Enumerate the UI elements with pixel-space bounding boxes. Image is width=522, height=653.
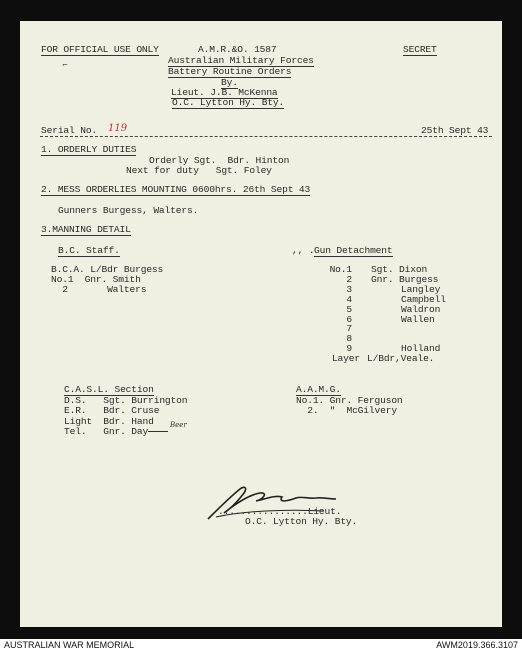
serial-date: 25th Sept 43 <box>421 125 489 136</box>
handwritten-correction: Beer <box>170 421 187 429</box>
by-label: By. <box>221 77 238 88</box>
manning-detail-heading: 3.MANNING DETAIL <box>41 224 131 235</box>
bc-staff-row: B.C.A. L/Bdr Burgess <box>51 264 164 275</box>
document-page <box>20 21 502 627</box>
pencil-mark: ⌐ <box>62 61 68 69</box>
next-for-duty-line: Next for duty Sgt. Foley <box>126 165 272 176</box>
gun-number: 8 <box>346 333 352 345</box>
forces-title: Australian Military Forces <box>168 55 314 66</box>
gun-name: Gnr. Burgess <box>371 273 439 285</box>
archive-footer <box>0 639 522 653</box>
casl-row: Light Bdr. Hand <box>64 416 154 427</box>
archive-name: AUSTRALIAN WAR MEMORIAL <box>4 640 135 650</box>
gun-detachment-heading: Gun Detachment <box>314 245 393 256</box>
casl-heading: C.A.S.L. Section <box>64 384 154 395</box>
bc-staff-row: 2 Walters <box>51 284 147 295</box>
officer-name: Lieut. J.B. McKenna <box>171 87 278 98</box>
gun-number: 9 <box>346 343 352 355</box>
aamg-heading: A.A.M.G. <box>296 384 341 395</box>
gun-name: L/Bdr,Veale. <box>367 353 435 365</box>
amro-reference: A.M.R.&O. 1587 <box>198 44 277 55</box>
gun-number: 7 <box>346 323 352 335</box>
serial-number: 119 <box>108 123 128 134</box>
gun-name: Sgt. Dixon <box>371 264 428 275</box>
gun-number: 4 <box>346 293 352 305</box>
gun-number: No.1 <box>329 264 352 275</box>
bc-staff-row: No.1 Gnr. Smith <box>51 274 141 285</box>
gun-number: 3 <box>346 283 352 295</box>
strikethrough-mark <box>148 431 168 432</box>
casl-row: Tel. Gnr. Day <box>64 426 149 437</box>
orderly-duties-heading: 1. ORDERLY DUTIES <box>41 144 137 155</box>
gun-number: 2 <box>346 273 352 285</box>
gun-number: 5 <box>346 303 352 315</box>
ink-smudge-mark: ,, . <box>292 245 315 256</box>
mess-orderlies-line: Gunners Burgess, Walters. <box>58 205 199 216</box>
bc-staff-heading: B.C. Staff. <box>58 245 120 256</box>
command-title: O.C. Lytton Hy. Bty. <box>172 97 285 108</box>
mess-orderlies-heading: 2. MESS ORDERLIES MOUNTING 0600hrs. 26th Sept 43 <box>41 184 311 195</box>
gun-number: 6 <box>346 313 352 325</box>
secret-label: SECRET <box>403 44 437 55</box>
orderly-sgt-line: Orderly Sgt. Bdr. Hinton <box>149 155 290 166</box>
gun-name: Holland <box>401 343 441 355</box>
gun-name: Waldron <box>401 303 441 315</box>
gun-name: Wallen <box>401 313 435 325</box>
aamg-row: 2. " McGilvery <box>296 405 397 416</box>
gun-name: Campbell <box>401 293 446 305</box>
signature-line: ................Lieut. <box>218 506 342 517</box>
aamg-row: No.1. Gnr. Ferguson <box>296 395 403 406</box>
casl-row: D.S. Sgt. Burrington <box>64 395 188 406</box>
gun-name: Langley <box>401 283 441 295</box>
serial-label: Serial No. <box>41 125 98 136</box>
casl-row: E.R. Bdr. Cruse <box>64 405 160 416</box>
official-use-label: FOR OFFICIAL USE ONLY <box>41 44 159 55</box>
archive-reference: AWM2019.366.3107 <box>436 640 518 650</box>
gun-number: Layer <box>331 353 360 365</box>
signature-command: O.C. Lytton Hy. Bty. <box>245 516 358 527</box>
orders-title: Battery Routine Orders <box>168 66 292 77</box>
header-divider <box>40 136 492 137</box>
